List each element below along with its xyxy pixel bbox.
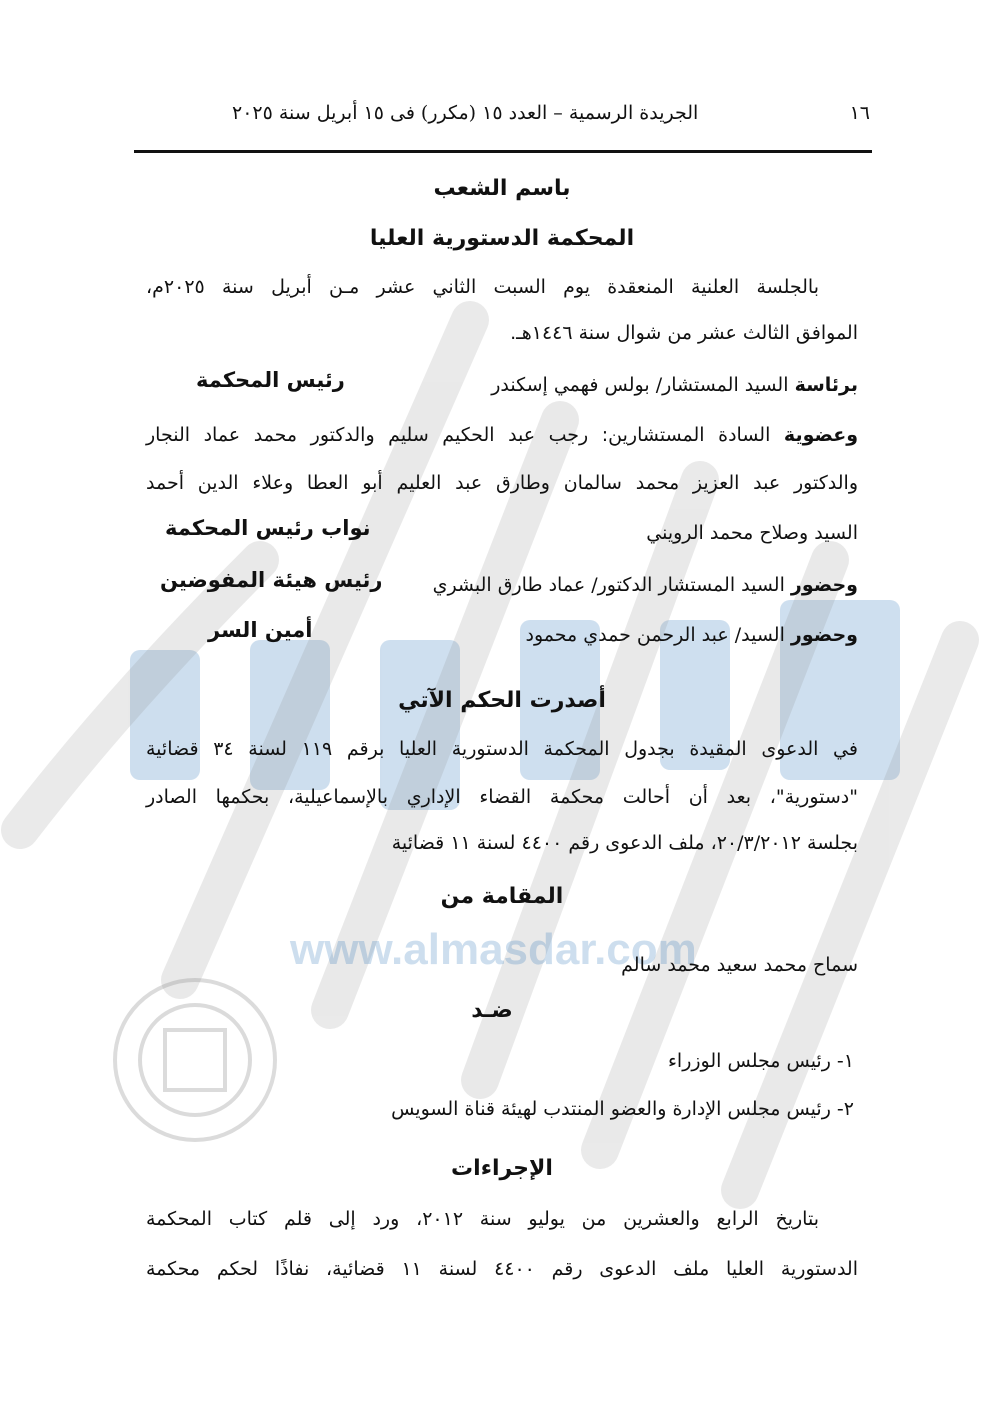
commissioners-role: رئيس هيئة المفوضين xyxy=(160,568,383,592)
procedures-line-1: بتاريخ الرابع والعشرين من يوليو سنة ٢٠١٢، ورد إلى قلم كتاب المحكمة xyxy=(146,1208,819,1230)
attendance-label-1: وحضور xyxy=(790,574,858,596)
heading-ruling: أصدرت الحكم الآتي xyxy=(398,688,606,713)
membership-label: وعضوية xyxy=(783,424,859,446)
defendant-2: ٢- رئيس مجلس الإدارة والعضو المنتدب لهيئة قناة السويس xyxy=(391,1098,854,1120)
secretary-role: أمين السر xyxy=(208,618,313,642)
attendance-text-2: السيد/ عبد الرحمن حمدي محمود xyxy=(525,624,785,646)
heading-people: باسم الشعب xyxy=(433,176,571,201)
case-line-3: بجلسة ٢٠/٣/٢٠١٢، ملف الدعوى رقم ٤٤٠٠ لسنة ١١ قضائية xyxy=(391,832,858,854)
watermark-url: www.almasdar.com xyxy=(290,925,697,974)
page-number: ١٦ xyxy=(849,102,870,124)
procedures-line-2: الدستورية العليا ملف الدعوى رقم ٤٤٠٠ لسنة ١١ قضائية، نفاذًا لحكم محكمة xyxy=(146,1258,858,1280)
heading-court: المحكمة الدستورية العليا xyxy=(369,226,635,251)
gazette-title: الجريدة الرسمية – العدد ١٥ (مكرر) فى ١٥ أبريل سنة ٢٠٢٥ xyxy=(232,102,699,124)
membership-line-1 xyxy=(146,420,858,450)
presidency-role: رئيس المحكمة xyxy=(196,368,345,392)
membership-line-2: والدكتور عبد العزيز محمد سالمان وطارق عبد العليم أبو العطا وعلاء الدين أحمد xyxy=(146,472,858,494)
plaintiff-name: سماح محمد سعيد محمد سالم xyxy=(621,954,858,976)
membership-line-3: السيد وصلاح محمد الرويني xyxy=(646,522,858,544)
membership-text: السادة المستشارين: رجب عبد الحكيم سليم والدكتور محمد عماد النجار xyxy=(146,424,771,446)
heading-procedures: الإجراءات xyxy=(451,1156,553,1181)
presidency-label: برئاسة xyxy=(794,374,858,396)
defendant-1: ١- رئيس مجلس الوزراء xyxy=(667,1050,854,1072)
membership-role: نواب رئيس المحكمة xyxy=(165,516,371,540)
attendance-label-2: وحضور xyxy=(790,624,858,646)
heading-against: ضـد xyxy=(471,998,513,1023)
heading-plaintiff: المقامة من xyxy=(440,884,564,909)
case-line-1: في الدعوى المقيدة بجدول المحكمة الدستورية العليا برقم ١١٩ لسنة ٣٤ قضائية xyxy=(146,738,858,760)
page-header xyxy=(132,102,870,132)
case-line-2: "دستورية"، بعد أن أحالت محكمة القضاء الإداري بالإسماعيلية، بحكمها الصادر xyxy=(146,786,858,808)
attendance-text-1: السيد المستشار الدكتور/ عماد طارق البشري xyxy=(432,574,785,596)
presidency-text: السيد المستشار/ بولس فهمي إسكندر xyxy=(491,374,789,396)
session-line-1: بالجلسة العلنية المنعقدة يوم السبت الثاني عشر مـن أبريل سنة ٢٠٢٥م، xyxy=(146,276,819,298)
session-line-2: الموافق الثالث عشر من شوال سنة ١٤٤٦هـ. xyxy=(510,322,858,344)
header-rule xyxy=(134,150,872,153)
